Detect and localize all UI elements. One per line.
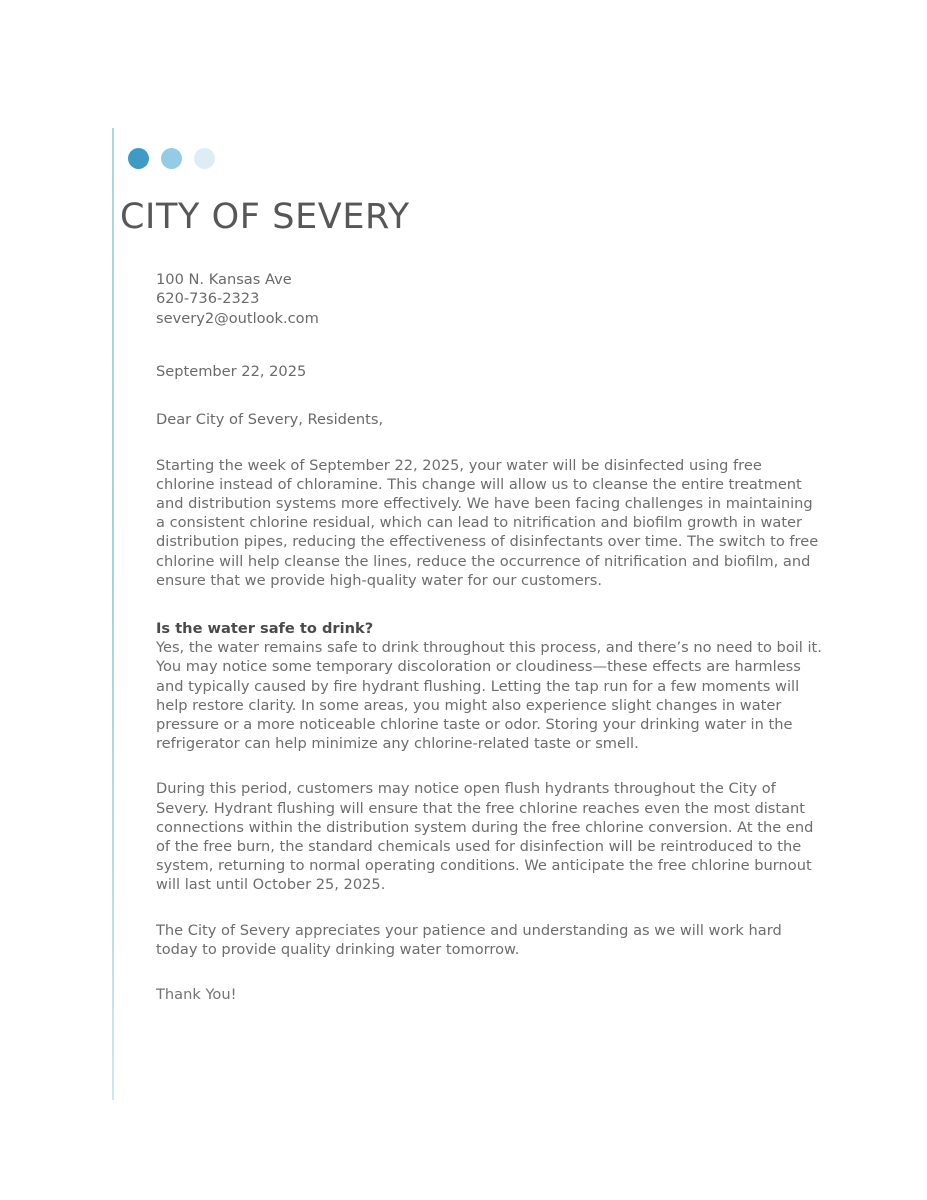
letter-closing: Thank You!	[156, 986, 237, 1004]
organization-title: CITY OF SEVERY	[120, 197, 410, 237]
letter-date: September 22, 2025	[156, 363, 307, 381]
circle-dark-icon	[128, 148, 149, 169]
paragraph-2: Yes, the water remains safe to drink throughout this process, and there’s no need to boil it. You may notice some temporary discoloration or cloudiness—these effects are harmless and typically caused by fire hydrant flushing. Letting the tap run for a few moments will help restore clarity. In some areas, you might also experience slight changes in water pressure or a more noticeable chlorine taste or odor. Storing your drinking water in the refrigerator can help minimize any chlorine-related taste or smell.	[156, 639, 822, 753]
paragraph-4: The City of Severy appreciates your patience and understanding as we will work hard today to provide quality drinking water tomorrow.	[156, 921, 782, 958]
contact-address: 100 N. Kansas Ave	[156, 271, 292, 288]
paragraph-3: During this period, customers may notice open flush hydrants throughout the City of Severy. Hydrant flushing will ensure that the free chlorine reaches even the most distant connections within the distribution system during the free chlorine conversion. At the end of the free burn, the standard chemicals used for disinfection will be reintroduced to the system, returning to normal operating conditions. We anticipate the free chlorine burnout will last until October 25, 2025.	[156, 780, 814, 894]
letter-body	[156, 270, 824, 1004]
letterhead-logo	[128, 146, 215, 170]
contact-phone: 620-736-2323	[156, 290, 260, 308]
letterhead-dots	[128, 146, 215, 170]
circle-light-icon	[194, 148, 215, 169]
contact-email: severy2@outlook.com	[156, 309, 319, 327]
paragraph-1: Starting the week of September 22, 2025, your water will be disinfected using free chlorine instead of chloramine. This change will allow us to cleanse the entire treatment and distribution systems more effectively. We have been facing challenges in maintaining a consistent chlorine residual, which can lead to nitrification and biofilm growth in water distribution pipes, reducing the effectiveness of disinfectants over time. The switch to free chlorine will help cleanse the lines, reduce the occurrence of nitrification and biofilm, and ensure that we provide high-quality water for our customers.	[156, 456, 819, 589]
circle-mid-icon	[161, 148, 182, 169]
letterhead-vertical-rule	[112, 128, 114, 1100]
section-heading-water-safety: Is the water safe to drink?	[156, 620, 374, 638]
letter-salutation: Dear City of Severy, Residents,	[156, 411, 384, 429]
